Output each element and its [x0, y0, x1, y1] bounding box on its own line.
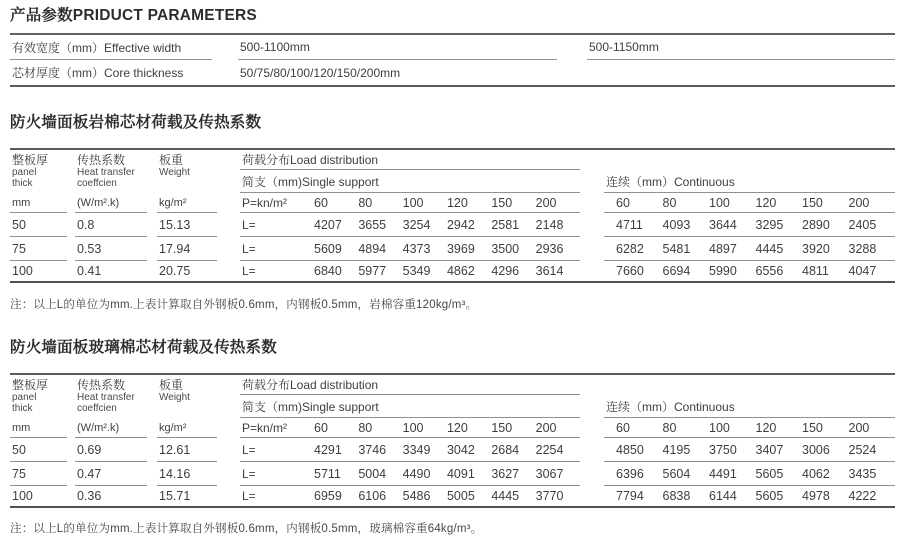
section-title-glasswool: 防火墙面板玻璃棉芯材荷载及传热系数	[10, 339, 277, 356]
column-gap	[580, 213, 604, 237]
continuous-values	[604, 213, 895, 237]
thickness-cell: 75	[10, 237, 67, 261]
load-distribution-label: 荷载分布Load distribution	[240, 150, 580, 170]
simple-values	[240, 261, 580, 281]
fixed-columns	[10, 150, 240, 281]
span-header: 80	[662, 195, 677, 210]
rockwool-load-table	[10, 148, 895, 283]
value-cell: 4850	[616, 442, 644, 457]
value-cell: 4091	[446, 466, 475, 481]
header-zh: 整板厚	[12, 153, 49, 167]
value-cell: 4047	[848, 264, 877, 278]
span-header: 100	[709, 195, 730, 210]
column-gap	[580, 486, 604, 506]
column-weight	[157, 150, 217, 281]
continuous-span-headers	[604, 418, 895, 438]
value-cell: 3614	[535, 264, 564, 278]
span-header: 100	[402, 420, 424, 435]
column-gap	[580, 170, 604, 193]
header-en: coeffcien	[77, 178, 117, 189]
value-cell: 6694	[662, 264, 691, 278]
header-zh: 板重	[159, 378, 184, 392]
value-cell: 5481	[662, 241, 691, 256]
header-unit: (W/m².k)	[77, 422, 120, 434]
header-en: Heat transfer	[77, 392, 135, 403]
value-cell: 2148	[535, 217, 564, 232]
value-cell: 3006	[802, 442, 830, 457]
value-cell: 5349	[402, 264, 431, 278]
value-cell: 4894	[358, 241, 387, 256]
span-header: 200	[535, 420, 557, 435]
thickness-cell: 100	[12, 264, 33, 278]
simple-values	[240, 213, 580, 237]
header-panel-thickness	[10, 150, 67, 213]
header-unit: kg/m²	[159, 422, 187, 434]
param-label: 芯材厚度（mm）Core thickness	[12, 66, 184, 80]
header-en: coeffcien	[77, 403, 117, 414]
column-heat-transfer	[75, 150, 147, 281]
value-cell: 5609	[314, 241, 342, 256]
span-header: 150	[491, 195, 513, 210]
span-header-row	[240, 193, 895, 213]
p-label: P=kn/m²	[242, 420, 288, 435]
value-cell: 3295	[755, 217, 784, 232]
param-label: 有效宽度（mm）Effective width	[10, 35, 212, 60]
rockwool-note: 注：以上L的单位为mm.上表计算取自外钢板0.6mm，内钢板0.5mm，岩棉容重120kg/m³。	[10, 299, 478, 311]
header-unit: mm	[12, 197, 31, 209]
single-support-label: 简支（mm)Single support	[240, 170, 580, 193]
header-heat-transfer	[75, 375, 147, 438]
value-cell: 3288	[848, 241, 877, 256]
value-cell: 6396	[616, 466, 644, 481]
value-cell: 6106	[358, 489, 387, 503]
span-header: 80	[358, 195, 373, 210]
coefficient-cell: 0.8	[75, 213, 147, 237]
glasswool-note: 注：以上L的单位为mm.上表计算取自外钢板0.6mm，内钢板0.5mm，玻璃棉容重64kg/m³。	[10, 523, 483, 535]
l-label: L=	[242, 217, 256, 232]
product-parameters-table	[10, 33, 895, 87]
value-cell: 6556	[755, 264, 784, 278]
page-title: 产品参数PRIDUCT PARAMETERS	[10, 7, 257, 24]
param-value-2	[587, 60, 895, 85]
value-cell: 6840	[314, 264, 342, 278]
span-header: 80	[358, 420, 373, 435]
column-gap	[580, 438, 604, 462]
param-row-effective-width	[10, 35, 895, 60]
value-cell: 4207	[314, 217, 342, 232]
thickness-cell: 50	[10, 438, 67, 462]
l-label: L=	[242, 489, 256, 503]
param-value-2: 500-1150mm	[587, 35, 895, 60]
value-cell: 3627	[491, 466, 520, 481]
column-gap	[580, 375, 604, 395]
span-header: 150	[491, 420, 513, 435]
span-header: 150	[802, 195, 823, 210]
span-header: 100	[402, 195, 424, 210]
load-distribution-area	[240, 375, 895, 506]
continuous-values	[604, 486, 895, 506]
header-panel-thickness	[10, 375, 67, 438]
column-gap	[580, 395, 604, 418]
value-cell: 4978	[802, 489, 830, 503]
coefficient-cell: 0.41	[77, 264, 102, 278]
value-cell: 3750	[709, 442, 737, 457]
data-row-100	[240, 486, 895, 506]
value-cell: 4445	[491, 489, 520, 503]
value-cell: 3349	[402, 442, 431, 457]
single-span-headers	[240, 193, 580, 213]
section-title-rockwool: 防火墙面板岩棉芯材荷载及传热系数	[10, 114, 262, 131]
span-header: 120	[755, 195, 777, 210]
span-header: 80	[662, 420, 677, 435]
value-cell: 4445	[755, 241, 784, 256]
column-gap	[580, 261, 604, 281]
value-cell: 5990	[709, 264, 737, 278]
value-cell: 4811	[802, 264, 829, 278]
param-value-1: 50/75/80/100/120/150/200mm	[240, 65, 401, 80]
header-en: panel	[12, 392, 37, 403]
weight-cell: 12.61	[157, 438, 217, 462]
continuous-values	[604, 462, 895, 486]
value-cell: 3920	[802, 241, 830, 256]
continuous-values	[604, 438, 895, 462]
value-cell: 2942	[446, 217, 475, 232]
column-gap	[580, 237, 604, 261]
value-cell: 4195	[662, 442, 691, 457]
empty-cell	[604, 150, 895, 170]
thickness-cell: 100	[12, 489, 33, 503]
data-row-75	[240, 237, 895, 261]
value-cell: 5605	[755, 466, 784, 481]
weight-cell: 20.75	[159, 264, 191, 278]
header-unit: kg/m²	[159, 197, 187, 209]
value-cell: 7794	[616, 489, 644, 503]
data-row-75	[240, 462, 895, 486]
value-cell: 3435	[848, 466, 877, 481]
coefficient-cell: 0.47	[75, 462, 147, 486]
simple-values	[240, 486, 580, 506]
span-header: 200	[848, 195, 870, 210]
value-cell: 2936	[535, 241, 564, 256]
single-support-label: 简支（mm)Single support	[240, 395, 580, 418]
empty-cell	[604, 375, 895, 395]
value-cell: 7660	[616, 264, 644, 278]
value-cell: 5604	[662, 466, 691, 481]
value-cell: 3407	[755, 442, 784, 457]
p-label: P=kn/m²	[242, 195, 288, 210]
header-en: panel	[12, 167, 37, 178]
header-weight	[157, 150, 217, 213]
header-zh: 板重	[159, 153, 184, 167]
column-gap	[212, 60, 238, 85]
value-cell: 3770	[535, 489, 564, 503]
column-gap	[580, 150, 604, 170]
span-header: 120	[446, 420, 468, 435]
value-cell: 5711	[314, 466, 341, 481]
span-header: 150	[802, 420, 823, 435]
simple-values	[240, 462, 580, 486]
value-cell: 4862	[446, 264, 475, 278]
span-header: 60	[616, 420, 630, 435]
header-en: thick	[12, 403, 33, 414]
value-cell: 5605	[755, 489, 784, 503]
data-row-50	[240, 438, 895, 462]
column-gap	[557, 60, 587, 85]
support-type-header-row	[240, 170, 895, 193]
value-cell: 4897	[709, 241, 737, 256]
span-header-row	[240, 418, 895, 438]
value-cell: 3969	[446, 241, 475, 256]
continuous-span-headers	[604, 193, 895, 213]
value-cell: 3746	[358, 442, 387, 457]
span-header: 60	[314, 195, 328, 210]
value-cell: 4490	[402, 466, 431, 481]
value-cell: 3500	[491, 241, 520, 256]
value-cell: 6959	[314, 489, 342, 503]
span-header: 200	[848, 420, 870, 435]
header-en: Heat transfer	[77, 167, 135, 178]
column-panel-thickness	[10, 375, 67, 506]
l-label: L=	[242, 466, 256, 481]
weight-cell: 15.71	[159, 489, 191, 503]
value-cell: 3042	[446, 442, 475, 457]
span-header: 120	[755, 420, 777, 435]
simple-values	[240, 438, 580, 462]
coefficient-cell: 0.53	[75, 237, 147, 261]
column-gap	[557, 35, 587, 60]
value-cell: 2524	[848, 442, 877, 457]
span-header: 120	[446, 195, 468, 210]
load-distribution-label: 荷载分布Load distribution	[240, 375, 580, 395]
continuous-values	[604, 237, 895, 261]
value-cell: 4291	[314, 442, 342, 457]
header-zh: 传热系数	[77, 378, 126, 392]
value-cell: 4491	[709, 466, 737, 481]
header-unit: mm	[12, 422, 31, 434]
column-gap	[580, 418, 604, 438]
single-span-headers	[240, 418, 580, 438]
value-cell: 3254	[402, 217, 431, 232]
value-cell: 5004	[358, 466, 387, 481]
column-weight	[157, 375, 217, 506]
value-cell: 4711	[616, 217, 643, 232]
value-cell: 3655	[358, 217, 387, 232]
header-en: thick	[12, 178, 33, 189]
value-cell: 4093	[662, 217, 691, 232]
glasswool-load-table	[10, 373, 895, 508]
column-gap	[580, 462, 604, 486]
load-distribution-header-row	[240, 150, 895, 170]
value-cell: 4296	[491, 264, 520, 278]
value-cell: 2684	[491, 442, 520, 457]
value-cell: 6282	[616, 241, 644, 256]
weight-cell: 15.13	[157, 213, 217, 237]
value-cell: 2890	[802, 217, 830, 232]
l-label: L=	[242, 264, 256, 278]
header-unit: (W/m².k)	[77, 197, 120, 209]
fixed-columns	[10, 375, 240, 506]
value-cell: 2405	[848, 217, 877, 232]
value-cell: 6144	[709, 489, 737, 503]
param-value-1: 500-1100mm	[238, 35, 557, 60]
value-cell: 2581	[491, 217, 520, 232]
column-panel-thickness	[10, 150, 67, 281]
column-gap	[212, 35, 238, 60]
param-row-core-thickness	[10, 60, 895, 85]
header-en: Weight	[159, 392, 190, 403]
data-row-100	[240, 261, 895, 281]
support-type-header-row	[240, 395, 895, 418]
span-header: 200	[535, 195, 557, 210]
coefficient-cell: 0.69	[75, 438, 147, 462]
column-heat-transfer	[75, 375, 147, 506]
header-heat-transfer	[75, 150, 147, 213]
value-cell: 4222	[848, 489, 877, 503]
thickness-cell: 50	[10, 213, 67, 237]
l-label: L=	[242, 241, 256, 256]
value-cell: 2254	[535, 442, 564, 457]
value-cell: 4062	[802, 466, 830, 481]
header-en: Weight	[159, 167, 190, 178]
continuous-values	[604, 261, 895, 281]
continuous-label: 连续（mm）Continuous	[604, 170, 895, 193]
span-header: 60	[314, 420, 328, 435]
span-header: 100	[709, 420, 730, 435]
value-cell: 3067	[535, 466, 564, 481]
value-cell: 5486	[402, 489, 431, 503]
value-cell: 4373	[402, 241, 431, 256]
span-header: 60	[616, 195, 630, 210]
thickness-cell: 75	[10, 462, 67, 486]
data-row-50	[240, 213, 895, 237]
value-cell: 3644	[709, 217, 737, 232]
column-gap	[580, 193, 604, 213]
value-cell: 5005	[446, 489, 475, 503]
continuous-label: 连续（mm）Continuous	[604, 395, 895, 418]
weight-cell: 14.16	[157, 462, 217, 486]
weight-cell: 17.94	[157, 237, 217, 261]
simple-values	[240, 237, 580, 261]
value-cell: 5977	[358, 264, 387, 278]
value-cell: 6838	[662, 489, 691, 503]
header-zh: 整板厚	[12, 378, 49, 392]
header-zh: 传热系数	[77, 153, 126, 167]
load-distribution-area	[240, 150, 895, 281]
load-distribution-header-row	[240, 375, 895, 395]
l-label: L=	[242, 442, 256, 457]
header-weight	[157, 375, 217, 438]
coefficient-cell: 0.36	[77, 489, 102, 503]
